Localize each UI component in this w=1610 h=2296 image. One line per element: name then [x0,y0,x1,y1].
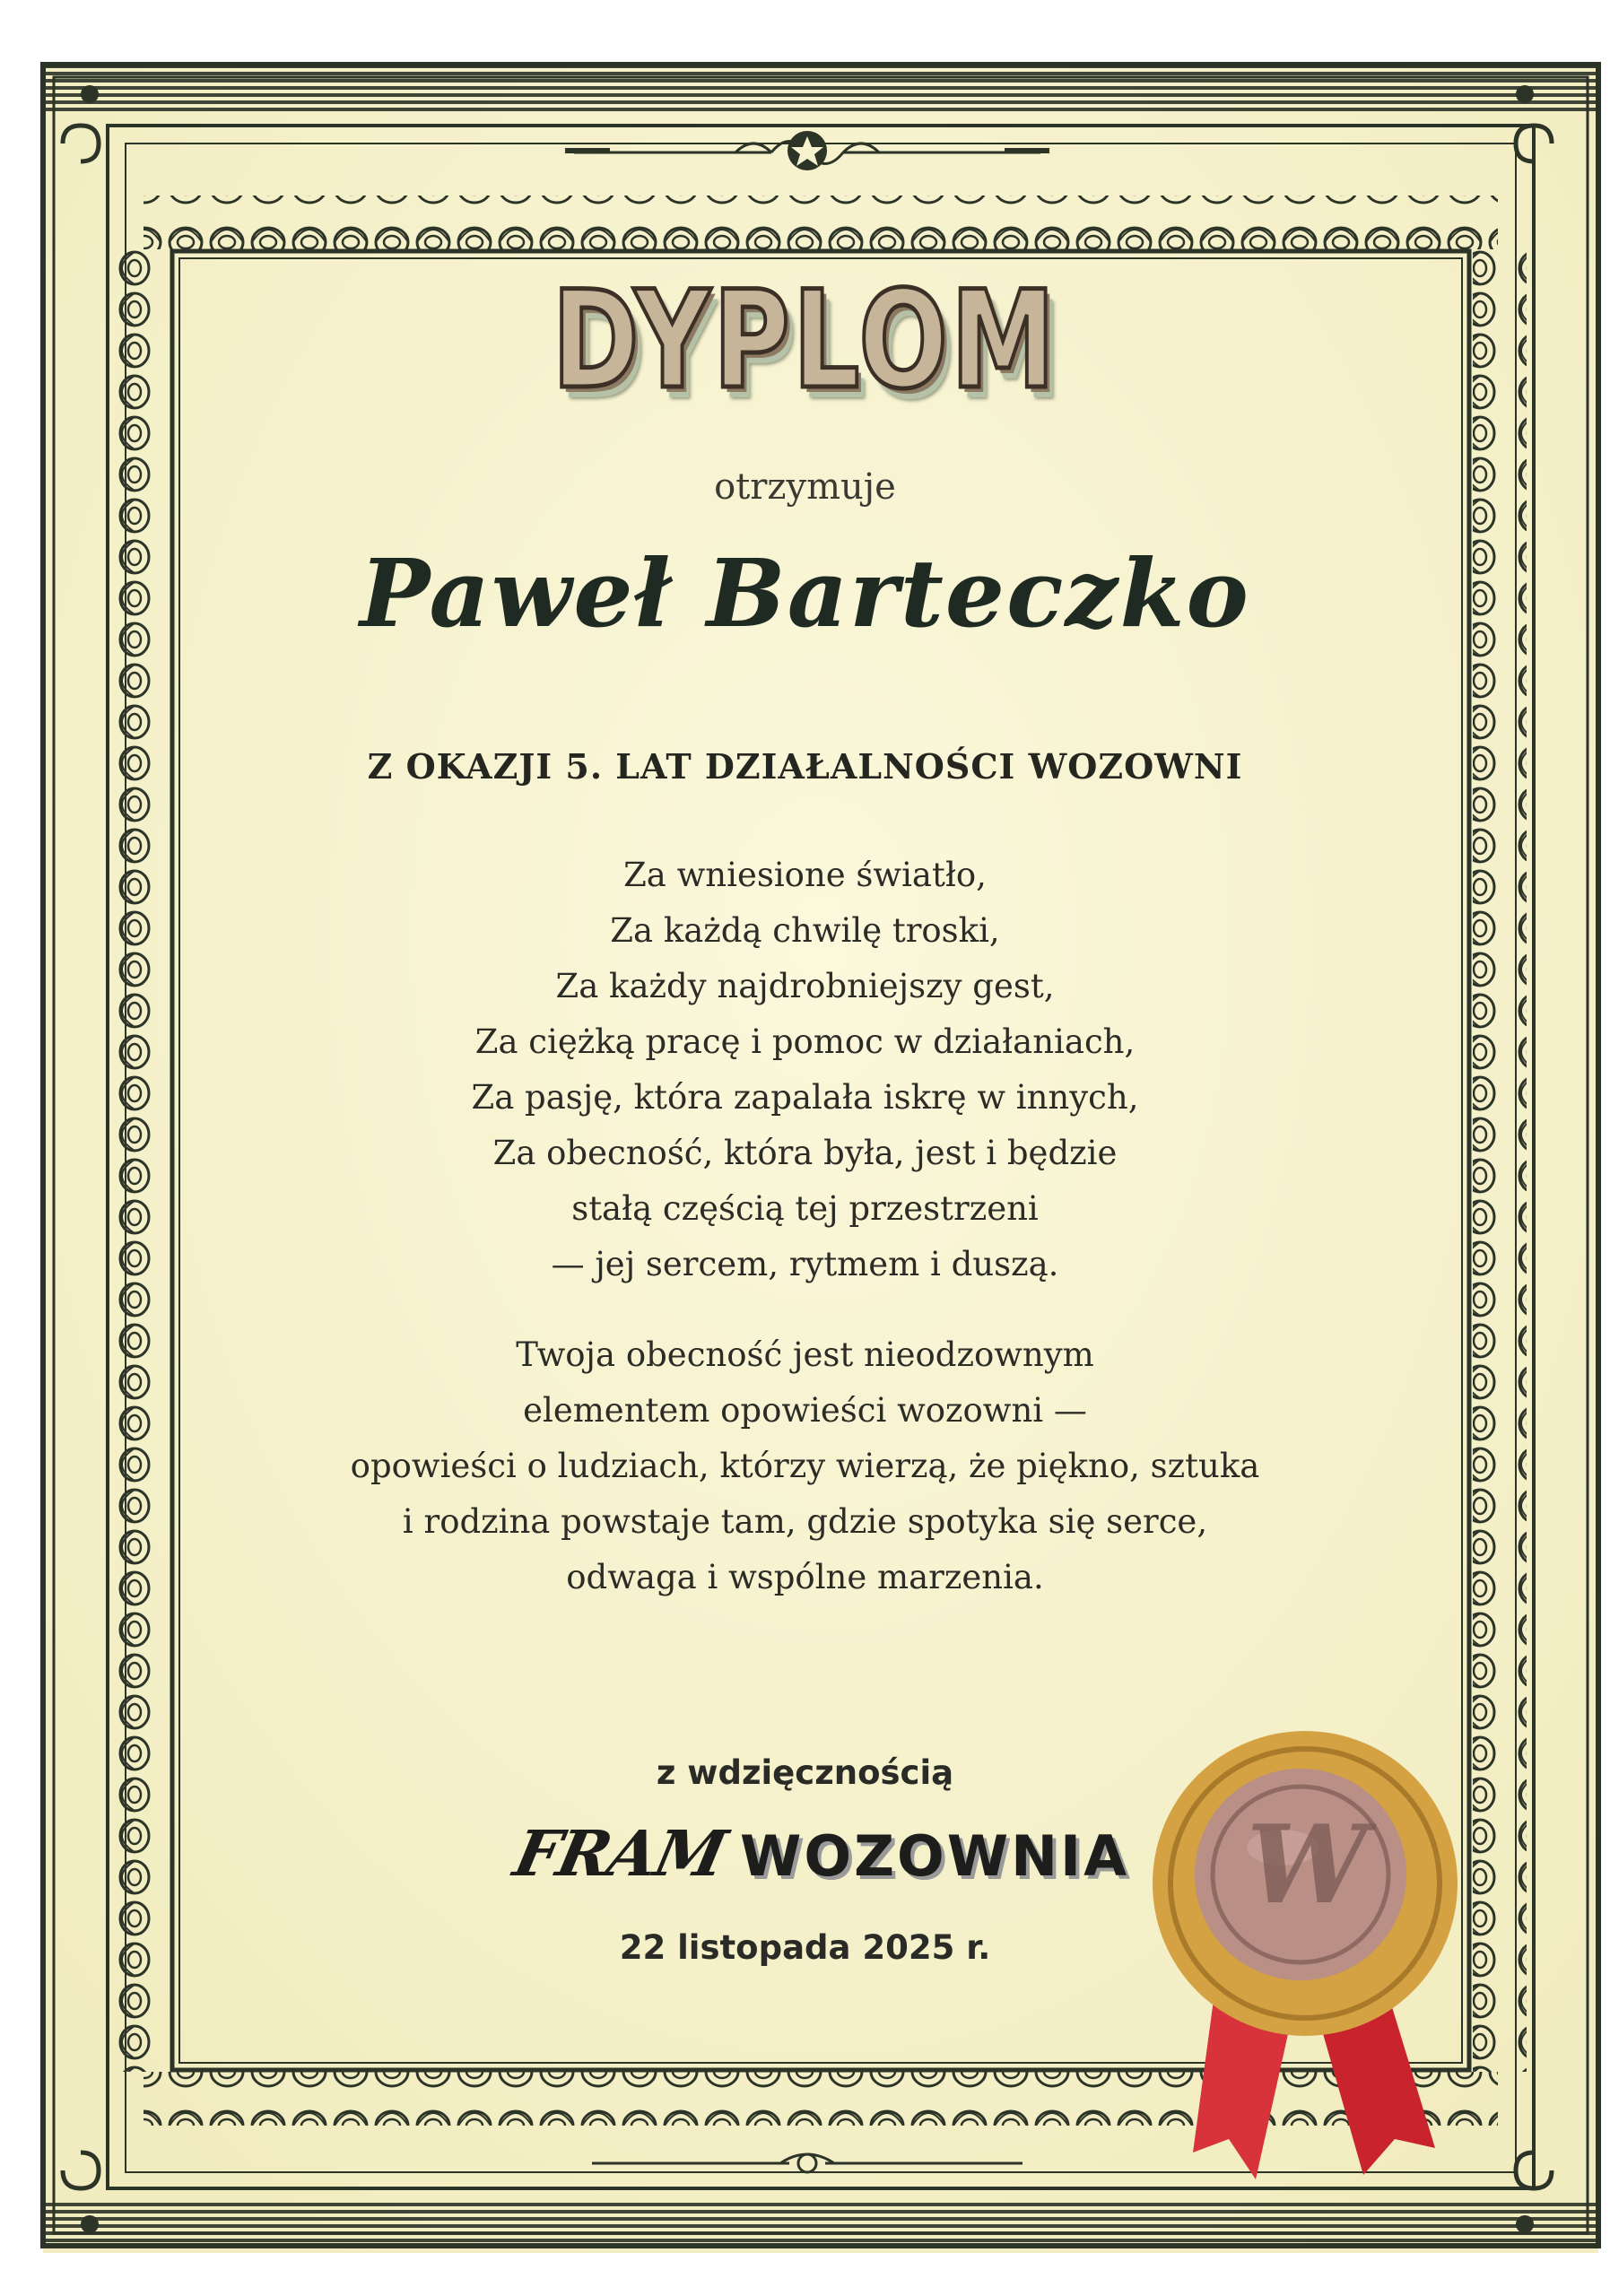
logo-part-wozownia: WOZOWNIA [740,1823,1130,1889]
poem-line: Twoja obecność jest nieodzownym [516,1335,1094,1374]
poem-line: i rodzina powstaje tam, gdzie spotyka się serce, [402,1502,1208,1541]
organization-logo [508,1807,1130,1897]
occasion-heading: Z OKAZJI 5. LAT DZIAŁALNOŚCI WOZOWNI [367,746,1243,787]
closing-text: z wdzięcznością [656,1753,954,1792]
receives-label: otrzymuje [714,466,896,508]
poem-line: stałą częścią tej przestrzeni [571,1189,1039,1228]
poem-line: Za ciężką pracę i pomoc w działaniach, [474,1022,1136,1061]
poem-stanza-1 [0,848,1610,1292]
logo-part-fram: FRAM [508,1816,732,1891]
diploma-title: DYPLOM [552,263,1058,419]
poem-line: — jej sercem, rytmem i duszą. [551,1245,1059,1283]
poem-line: Za obecność, która była, jest i będzie [492,1134,1118,1172]
poem-line: odwaga i wspólne marzenia. [566,1558,1044,1596]
poem-line: Za każdą chwilę troski, [610,911,1000,950]
poem-line: Za każdy najdrobniejszy gest, [555,967,1055,1005]
poem-line: opowieści o ludziach, którzy wierzą, że piękno, sztuka [350,1447,1260,1485]
seal-monogram: W [1247,1802,1368,1928]
diploma-date: 22 listopada 2025 r. [619,1928,991,1967]
poem-line: elementem opowieści wozowni — [523,1391,1087,1430]
poem-line: Za pasję, która zapalała iskrę w innych, [471,1078,1139,1117]
poem-stanza-2 [0,1327,1610,1605]
poem-line: Za wniesione światło, [623,856,987,894]
recipient-name: Paweł Barteczko [360,538,1250,648]
